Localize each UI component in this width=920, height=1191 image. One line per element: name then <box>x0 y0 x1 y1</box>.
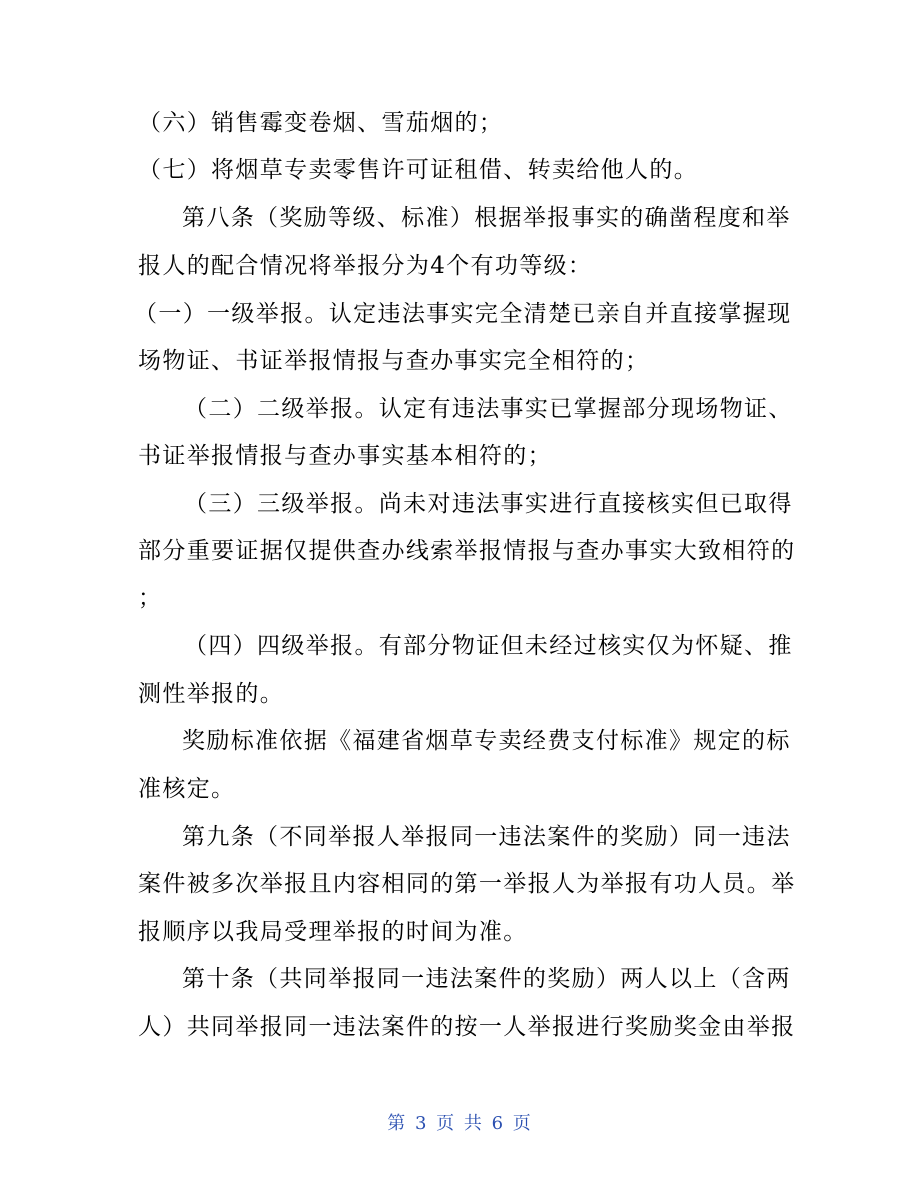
text-line: （二）二级举报。认定有违法事实已掌握部分现场物证、 <box>184 396 793 422</box>
text-line: 报顺序以我局受理举报的时间为准。 <box>138 919 528 945</box>
text-line: 第十条（共同举报同一违法案件的奖励）两人以上（含两 <box>182 966 791 992</box>
text-line: （四）四级举报。有部分物证但未经过核实仅为怀疑、推 <box>184 633 793 659</box>
text-line: ； <box>138 585 163 611</box>
text-line: 报人的配合情况将举报分为4个有功等级： <box>138 253 593 279</box>
text-line: 奖励标准依据《福建省烟草专卖经费支付标准》规定的标 <box>182 728 791 754</box>
text-line: 部分重要证据仅提供查办线索举报情报与查办事实大致相符的 <box>138 538 796 564</box>
text-line: （六）销售霉变卷烟、雪茄烟的； <box>138 110 504 136</box>
text-line: 案件被多次举报且内容相同的第一举报人为举报有功人员。举 <box>138 871 796 897</box>
text-line: 测性举报的。 <box>138 681 285 707</box>
page-number-footer: 第 3 页 共 6 页 <box>387 1113 533 1134</box>
text-line: （七）将烟草专卖零售许可证租借、转卖给他人的。 <box>138 157 699 183</box>
text-line: （一）一级举报。认定违法事实完全清楚已亲自并直接掌握现 <box>134 301 792 327</box>
text-line: 第九条（不同举报人举报同一违法案件的奖励）同一违法 <box>182 824 791 850</box>
text-line: 人）共同举报同一违法案件的按一人举报进行奖励奖金由举报 <box>138 1014 796 1040</box>
text-line: 书证举报情报与查办事实基本相符的； <box>138 443 552 469</box>
text-line: 第八条（奖励等级、标准）根据举报事实的确凿程度和举 <box>182 205 791 231</box>
text-line: 场物证、书证举报情报与查办事实完全相符的； <box>138 348 650 374</box>
text-line: （三）三级举报。尚未对违法事实进行直接核实但已取得 <box>184 491 793 517</box>
text-line: 准核定。 <box>138 776 236 802</box>
